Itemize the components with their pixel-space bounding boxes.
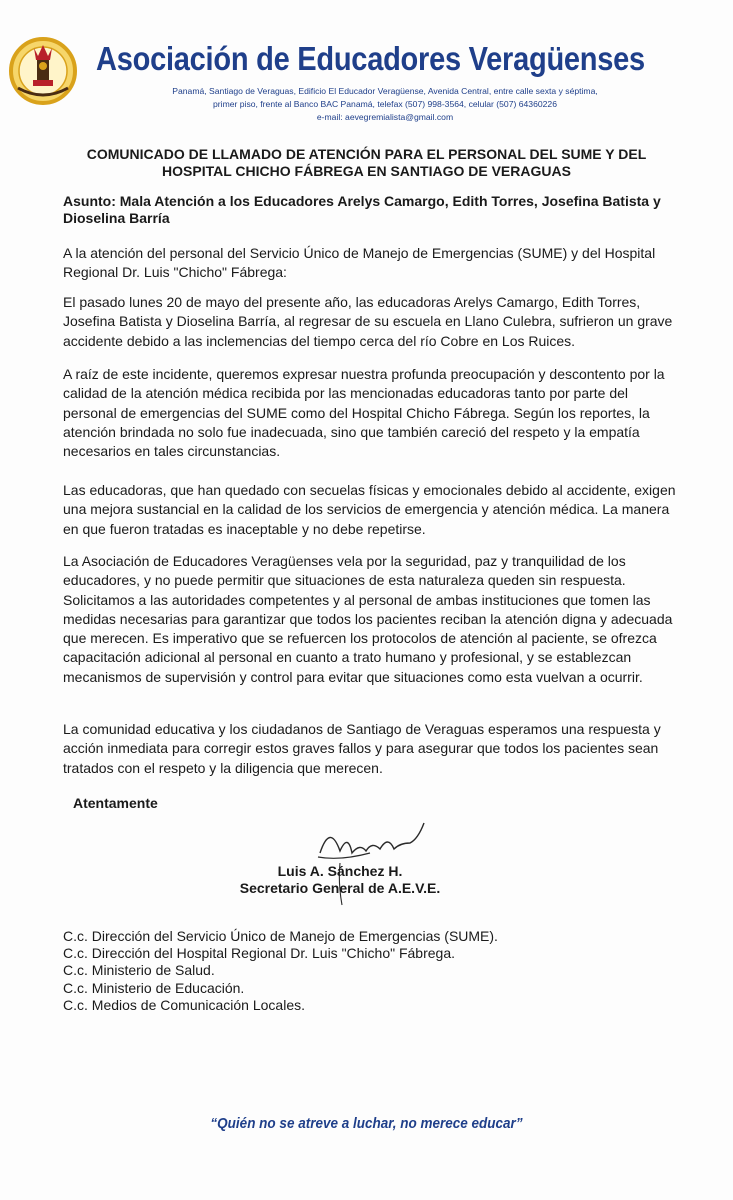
- subject-line: Asunto: Mala Atención a los Educadores Arelys Camargo, Edith Torres, Josefina Batista y Dioselina Barría: [63, 193, 661, 226]
- cc-item: C.c. Dirección del Servicio Único de Manejo de Emergencias (SUME).: [63, 928, 498, 944]
- cc-item: C.c. Dirección del Hospital Regional Dr. Luis "Chicho" Fábrega.: [63, 945, 456, 962]
- paragraph: El pasado lunes 20 de mayo del presente año, las educadoras Arelys Camargo, Edith Torres, Josefina Batista y Dioselina Barría, al regresar de su escuela en Llano Culebra, sufrieron un grave accidente debido a las inclemencias del tiempo cerca del río Cobre en Los Ruices.: [63, 294, 673, 349]
- paragraph: A la atención del personal del Servicio Único de Manejo de Emergencias (SUME) y del Hospital Regional Dr. Luis "Chicho" Fábrega:: [63, 245, 656, 281]
- organization-name: Asociación de Educadores Veragüenses: [96, 40, 645, 77]
- title-line: HOSPITAL CHICHO FÁBREGA EN SANTIAGO DE VERAGUAS: [162, 163, 571, 179]
- cc-item: C.c. Ministerio de Educación.: [63, 979, 245, 996]
- document-title: [40, 146, 693, 180]
- paragraph: La comunidad educativa y los ciudadanos de Santiago de Veraguas esperamos una respuesta y acción inmediata para corregir estos graves fallos y para asegurar que todos los pacientes sean tratados con el respeto y la diligencia que merecen.: [63, 721, 661, 776]
- signer-title: Secretario General de A.E.V.E.: [239, 880, 441, 896]
- letterhead: [0, 0, 733, 130]
- paragraph: La Asociación de Educadores Veragüenses vela por la seguridad, paz y tranquilidad de los educadores, y no puede permitir que situaciones de esta naturaleza queden sin respuesta. Solicitamos a las autoridades competentes y al personal de ambas instituciones que tomen las medidas necesarias para garantizar que todos los pacientes reciban la atención digna y adecuada que merecen. Es imperativo que se refuercen los protocolos de atención al paciente, se ofrezca capacitación adicional al personal en cuanto a trato humano y profesional, y se establezcan mecanismos de supervisión y control para evitar que situaciones como esta vuelvan a ocurrir.: [63, 553, 673, 685]
- letterhead-address: [150, 85, 620, 124]
- cc-item: C.c. Ministerio de Salud.: [63, 962, 215, 979]
- signer-name: Luis A. Sánchez H.: [277, 863, 403, 879]
- cc-list: [63, 928, 663, 1014]
- email-line: e-mail: aevegremialista@gmail.com: [316, 112, 454, 122]
- footer-motto: “Quién no se atreve a luchar, no merece educar”: [210, 1115, 523, 1132]
- address-line: Panamá, Santiago de Veraguas, Edificio El Educador Veragüense, Avenida Central, entre calle sexta y séptima,: [172, 86, 598, 96]
- title-line: COMUNICADO DE LLAMADO DE ATENCIÓN PARA EL PERSONAL DEL SUME Y DEL: [86, 146, 647, 162]
- address-line: primer piso, frente al Banco BAC Panamá, telefax (507) 998-3564, celular (507) 64360226: [213, 99, 557, 109]
- paragraph: Las educadoras, que han quedado con secuelas físicas y emocionales debido al accidente, exigen una mejora sustancial en la calidad de los servicios de emergencia y atención médica. La manera en que fueron tratadas es inaceptable y no debe repetirse.: [63, 482, 676, 537]
- association-logo: [8, 36, 78, 106]
- closing-salutation: Atentamente: [73, 795, 158, 811]
- paragraph: A raíz de este incidente, queremos expresar nuestra profunda preocupación y descontento por la calidad de la atención médica recibida por las mencionadas educadoras tanto por parte del personal de emergencias del SUME como del Hospital Chicho Fábrega. Según los reportes, la atención brindada no solo fue inadecuada, sino que también careció del respeto y la empatía necesarios en tales circunstancias.: [63, 366, 665, 460]
- cc-item: C.c. Medios de Comunicación Locales.: [63, 996, 306, 1013]
